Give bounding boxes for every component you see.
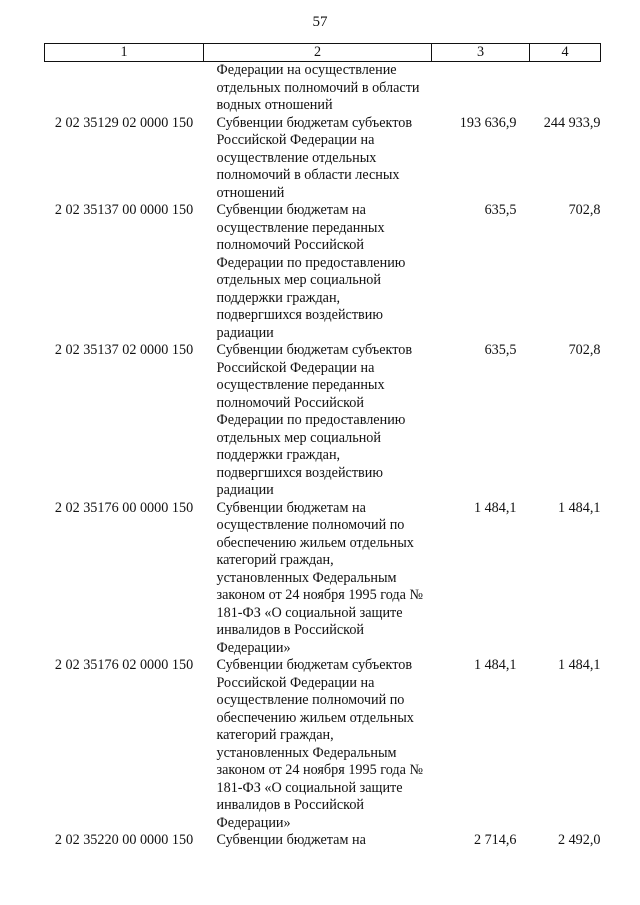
value-col4-cell: 702,8 [568,342,601,358]
description-cell: Субвенции бюджетам субъектов Российской Федерации на осуществление отдельных полномочий в области лесных отношений [216,114,413,201]
code-cell: 2 02 35137 00 0000 150 [54,202,194,218]
value-col3-cell: 1 484,1 [473,657,517,673]
value-col3-cell: 2 714,6 [473,832,517,848]
value-col3-cell: 635,5 [484,202,517,218]
column-header-4: 4 [530,44,601,62]
value-col4-cell: 1 484,1 [557,499,601,516]
column-header-2: 2 [204,44,432,62]
table-row [45,202,601,342]
value-col4-cell: 244 933,9 [543,114,601,131]
budget-table [44,43,601,850]
code-cell: 2 02 35176 00 0000 150 [54,499,194,516]
table-row [45,500,601,658]
value-col3-cell: 193 636,9 [459,114,517,131]
value-col4-cell: 2 492,0 [557,832,601,848]
code-cell [45,62,204,115]
value-col3-cell: 635,5 [484,342,517,358]
code-cell: 2 02 35129 02 0000 150 [54,114,194,131]
continuation-row [45,62,601,115]
table-row [45,832,601,850]
column-header-1: 1 [45,44,204,62]
page-number: 57 [312,14,328,30]
code-cell: 2 02 35176 02 0000 150 [54,657,194,673]
description-cell: Субвенции бюджетам субъектов Российской Федерации на осуществление полномочий по обеспечению жильем отдельных категорий граждан, установленных Федеральным законом от 24 ноября 1995 года № 181-ФЗ «О социальной защите инвалидов в Российской Федерации» [216,657,423,831]
description-cell: Субвенции бюджетам на осуществление переданных полномочий Российской Федерации по предоставлению отдельных мер социальной поддержки граждан, подвергшихся воздействию радиации [216,202,406,341]
value-col4-cell: 702,8 [568,202,601,218]
description-cell: Субвенции бюджетам на осуществление полномочий по обеспечению жильем отдельных категорий граждан, установленных Федеральным законом от 24 ноября 1995 года № 181-ФЗ «О социальной защите инвалидов в Российской Федерации» [216,499,423,656]
code-cell: 2 02 35220 00 0000 150 [54,832,194,848]
description-cell: Субвенции бюджетам субъектов Российской Федерации на осуществление переданных полномочий Российской Федерации по предоставлению отдельных мер социальной поддержки граждан, подвергшихся воздействию радиации [216,342,413,498]
table-row [45,115,601,203]
value-col4-cell: 1 484,1 [557,657,601,673]
table-row [45,657,601,832]
column-header-3: 3 [432,44,530,62]
table-row [45,342,601,500]
code-cell: 2 02 35137 02 0000 150 [54,342,194,358]
table-header [45,44,601,62]
description-cell: Субвенции бюджетам на [216,832,366,848]
description-cell: Федерации на осуществление отдельных полномочий в области водных отношений [216,62,420,113]
value-col3-cell: 1 484,1 [473,499,517,516]
